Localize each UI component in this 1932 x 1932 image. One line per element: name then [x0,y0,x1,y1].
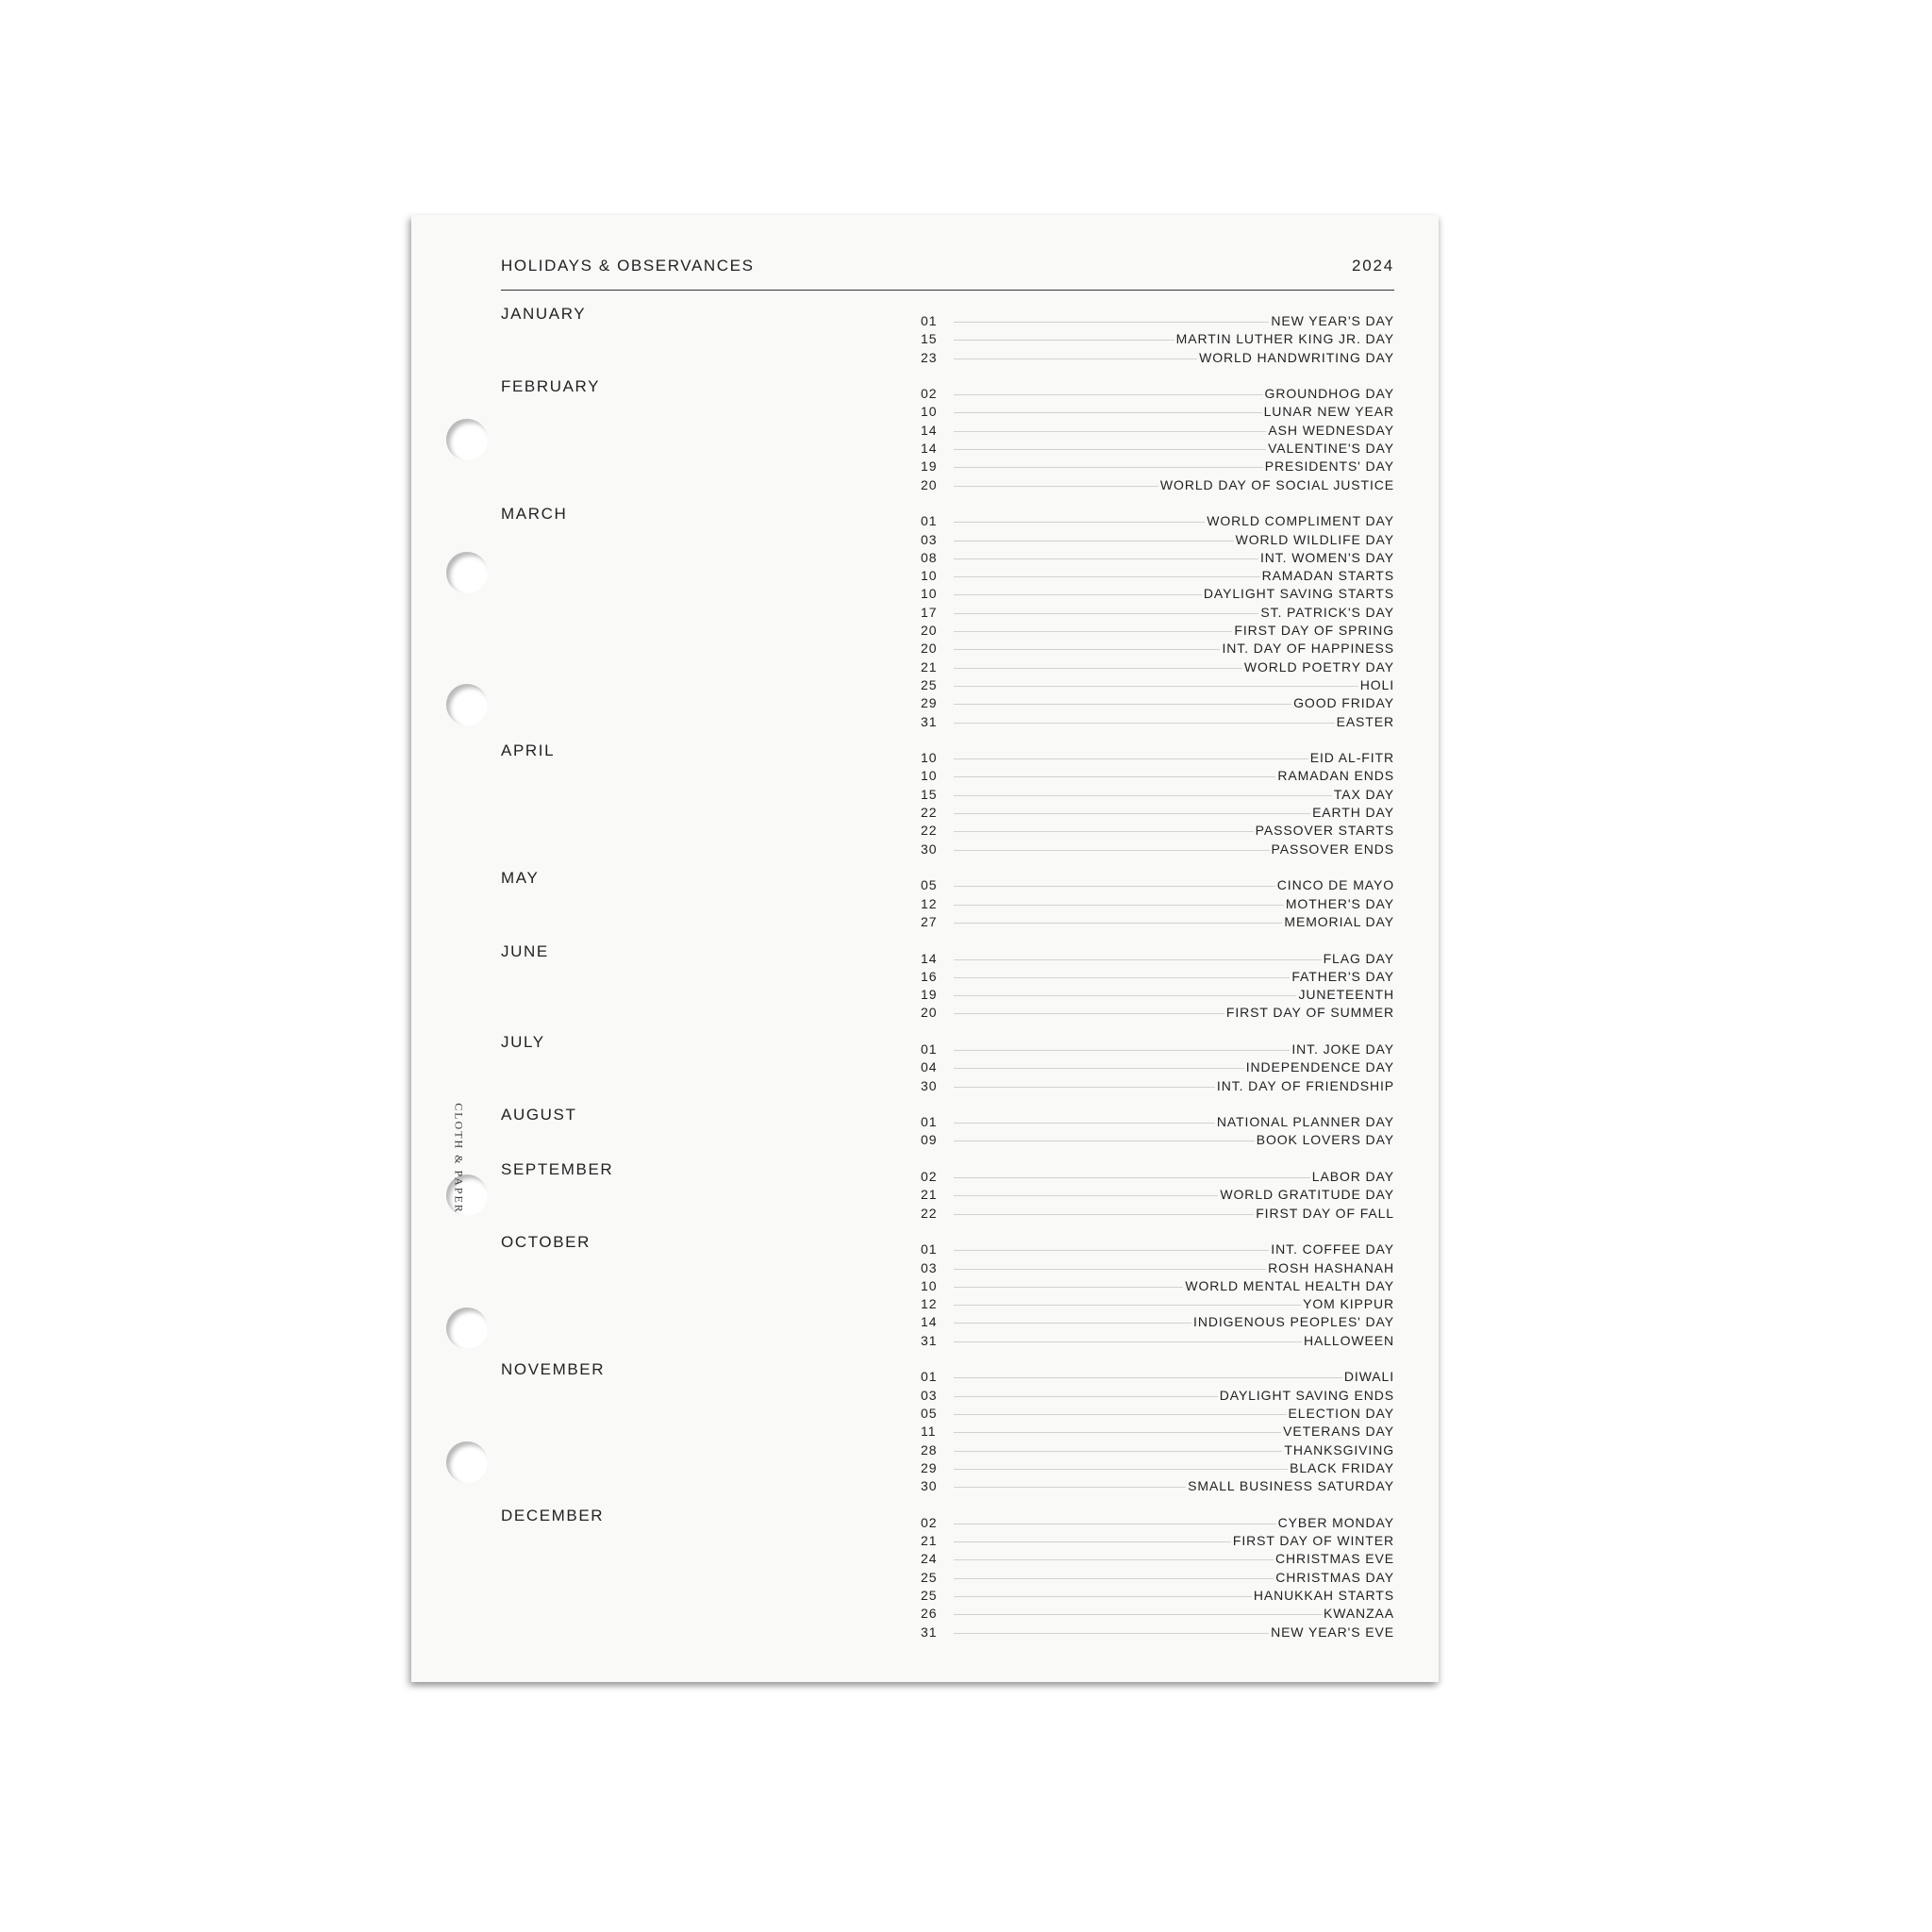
month-name: FEBRUARY [501,377,601,396]
month-name: AUGUST [501,1106,577,1124]
holiday-name: KWANZAA [1322,1605,1394,1623]
holiday-row [921,403,1394,421]
holiday-row [921,1423,1394,1441]
holiday-row [921,1441,1394,1459]
holiday-name: WORLD DAY OF SOCIAL JUSTICE [1158,476,1394,494]
holiday-day: 27 [921,913,938,929]
holiday-name: NEW YEAR'S DAY [1269,312,1394,330]
holiday-day: 21 [921,1533,938,1549]
holiday-row [921,1332,1394,1350]
holiday-day: 02 [921,1169,938,1185]
holiday-name: RAMADAN ENDS [1275,767,1394,785]
holiday-day: 31 [921,1332,938,1348]
holiday-row [921,876,1394,894]
holiday-row [921,767,1394,785]
holiday-day: 03 [921,531,938,547]
holiday-day: 10 [921,1277,938,1293]
holiday-name: WORLD GRATITUDE DAY [1218,1186,1394,1204]
holiday-name: GOOD FRIDAY [1291,694,1394,712]
holiday-row [921,512,1394,530]
holiday-row [921,1205,1394,1223]
holiday-day: 16 [921,968,938,984]
holiday-name: THANKSGIVING [1282,1441,1394,1459]
holiday-row [921,1168,1394,1186]
holiday-name: HALLOWEEN [1302,1332,1394,1350]
holiday-row [921,1550,1394,1568]
leader-line [954,1377,1394,1378]
holiday-name: WORLD POETRY DAY [1242,658,1394,676]
holiday-day: 25 [921,676,938,692]
leader-line [954,723,1394,724]
holiday-day: 09 [921,1132,938,1148]
holiday-row [921,1368,1394,1386]
holiday-day: 14 [921,441,938,457]
holiday-name: FLAG DAY [1322,950,1394,968]
holiday-name: PASSOVER STARTS [1254,822,1394,840]
holiday-row [921,1387,1394,1405]
holiday-name: HANUKKAH STARTS [1252,1587,1394,1605]
month-name: OCTOBER [501,1233,591,1252]
month-name: DECEMBER [501,1506,605,1524]
holiday-name: DAYLIGHT SAVING STARTS [1202,585,1394,603]
holiday-row [921,986,1394,1004]
holiday-day: 11 [921,1424,937,1440]
holiday-name: ELECTION DAY [1287,1405,1394,1423]
holiday-day: 30 [921,1077,938,1093]
holiday-row [921,1131,1394,1149]
month-name: MAY [501,869,540,888]
holiday-name: INT. JOKE DAY [1290,1041,1394,1058]
holiday-row [921,713,1394,731]
holiday-name: EASTER [1335,713,1394,731]
holiday-day: 28 [921,1441,938,1457]
holiday-day: 10 [921,750,938,766]
holiday-row [921,1041,1394,1058]
holiday-day: 08 [921,549,938,565]
holiday-name: INT. DAY OF FRIENDSHIP [1215,1077,1394,1095]
holiday-name: FIRST DAY OF FALL [1254,1205,1394,1223]
holiday-name: DAYLIGHT SAVING ENDS [1218,1387,1394,1405]
holiday-name: BOOK LOVERS DAY [1255,1131,1394,1149]
holiday-name: INT. WOMEN'S DAY [1258,549,1394,567]
page-year: 2024 [1351,257,1394,275]
holiday-name: FATHER'S DAY [1290,968,1394,986]
holiday-day: 25 [921,1587,938,1603]
holiday-row [921,640,1394,658]
leader-line [954,795,1394,796]
holiday-name: DIWALI [1342,1368,1394,1386]
holiday-row [921,1624,1394,1641]
holiday-day: 01 [921,1041,938,1057]
holiday-name: CHRISTMAS EVE [1274,1550,1394,1568]
holiday-day: 03 [921,1259,938,1275]
holiday-row [921,694,1394,712]
holiday-day: 10 [921,768,938,784]
holiday-row [921,385,1394,403]
holiday-name: FIRST DAY OF SUMMER [1224,1004,1394,1022]
holiday-day: 29 [921,1459,938,1475]
holiday-row [921,1004,1394,1022]
month-name: JULY [501,1033,545,1051]
holiday-day: 22 [921,1205,938,1221]
holiday-row [921,841,1394,858]
holiday-day: 31 [921,713,938,729]
holiday-name: RAMADAN STARTS [1260,567,1394,585]
holiday-day: 20 [921,1005,938,1021]
holiday-name: PASSOVER ENDS [1270,841,1394,858]
holiday-name: BLACK FRIDAY [1288,1459,1394,1477]
page-title: HOLIDAYS & OBSERVANCES [501,257,755,275]
holiday-day: 20 [921,623,938,639]
holiday-day: 12 [921,895,938,911]
holiday-row [921,422,1394,440]
holiday-row [921,1459,1394,1477]
month-name: MARCH [501,505,568,524]
holiday-name: PRESIDENTS' DAY [1263,458,1394,475]
holiday-day: 21 [921,1187,938,1203]
holiday-row [921,1186,1394,1204]
holiday-row [921,1477,1394,1495]
holiday-name: MARTIN LUTHER KING JR. DAY [1174,330,1394,348]
holiday-row [921,676,1394,694]
holiday-day: 26 [921,1606,938,1622]
holiday-row [921,1313,1394,1331]
holiday-row [921,1295,1394,1313]
holiday-day: 15 [921,786,938,802]
holiday-name: ASH WEDNESDAY [1266,422,1394,440]
holiday-row [921,349,1394,367]
holiday-name: SMALL BUSINESS SATURDAY [1186,1477,1394,1495]
holiday-name: VALENTINE'S DAY [1266,440,1394,458]
holiday-row [921,440,1394,458]
month-name: SEPTEMBER [501,1160,614,1179]
holiday-name: ST. PATRICK'S DAY [1258,604,1394,622]
holiday-row [921,476,1394,494]
holiday-row [921,1405,1394,1423]
holiday-row [921,950,1394,968]
holiday-name: YOM KIPPUR [1301,1295,1394,1313]
holiday-name: EID AL-FITR [1308,749,1394,767]
holiday-day: 01 [921,1114,938,1130]
brand-mark: CLOTH & PAPER [452,1103,466,1214]
month-name: NOVEMBER [501,1360,606,1379]
holiday-name: INDEPENDENCE DAY [1244,1058,1394,1076]
holiday-name: CINCO DE MAYO [1275,876,1394,894]
holiday-name: WORLD COMPLIMENT DAY [1205,512,1394,530]
holiday-name: INT. DAY OF HAPPINESS [1220,640,1394,658]
holiday-name: WORLD MENTAL HEALTH DAY [1183,1277,1394,1295]
holiday-day: 30 [921,841,938,857]
holiday-name: INT. COFFEE DAY [1269,1241,1394,1258]
holiday-day: 01 [921,1369,938,1385]
holiday-name: TAX DAY [1332,786,1394,804]
holiday-row [921,749,1394,767]
holiday-day: 19 [921,458,938,475]
holiday-name: WORLD HANDWRITING DAY [1197,349,1394,367]
holiday-name: NEW YEAR'S EVE [1269,1624,1394,1641]
holiday-day: 22 [921,805,938,821]
holiday-name: VETERANS DAY [1281,1423,1394,1441]
holiday-name: CHRISTMAS DAY [1274,1569,1394,1587]
holiday-row [921,913,1394,931]
holiday-day: 24 [921,1551,938,1567]
holiday-day: 14 [921,422,938,438]
holiday-day: 31 [921,1624,938,1640]
holiday-day: 01 [921,513,938,529]
holiday-row [921,312,1394,330]
holiday-day: 12 [921,1296,938,1312]
holiday-row [921,1113,1394,1131]
holiday-row [921,822,1394,840]
holiday-day: 29 [921,695,938,711]
holiday-name: LUNAR NEW YEAR [1262,403,1394,421]
months-list [411,215,1439,1682]
holiday-day: 22 [921,823,938,839]
month-name: APRIL [501,741,556,760]
holiday-row [921,549,1394,567]
holiday-name: FIRST DAY OF WINTER [1231,1532,1394,1550]
holiday-row [921,585,1394,603]
holiday-day: 04 [921,1059,938,1075]
holiday-day: 01 [921,313,938,328]
holiday-row [921,1058,1394,1076]
holiday-name: GROUNDHOG DAY [1263,385,1394,403]
holiday-name: INDIGENOUS PEOPLES' DAY [1191,1313,1394,1331]
holiday-day: 10 [921,568,938,584]
holiday-row [921,1605,1394,1623]
holiday-row [921,1077,1394,1095]
holiday-row [921,1532,1394,1550]
holiday-name: HOLI [1358,676,1394,694]
holiday-row [921,1587,1394,1605]
holiday-name: NATIONAL PLANNER DAY [1215,1113,1394,1131]
holiday-row [921,604,1394,622]
holiday-row [921,1259,1394,1277]
holiday-name: EARTH DAY [1310,804,1394,822]
holiday-name: CYBER MONDAY [1276,1514,1394,1532]
month-name: JANUARY [501,305,587,323]
holiday-row [921,330,1394,348]
leader-line [954,686,1394,687]
holiday-row [921,895,1394,913]
holiday-row [921,968,1394,986]
holiday-day: 10 [921,586,938,602]
holiday-day: 21 [921,658,938,675]
holiday-name: ROSH HASHANAH [1266,1259,1394,1277]
holiday-day: 15 [921,331,938,347]
holiday-day: 01 [921,1241,938,1257]
holiday-row [921,786,1394,804]
holiday-row [921,658,1394,676]
holiday-row [921,1241,1394,1258]
holiday-day: 19 [921,987,938,1003]
holiday-day: 03 [921,1387,938,1403]
holiday-row [921,804,1394,822]
holiday-row [921,1569,1394,1587]
holiday-day: 20 [921,476,938,492]
holiday-row [921,622,1394,640]
holiday-day: 05 [921,1405,938,1421]
planner-page [411,215,1439,1682]
holiday-name: JUNETEENTH [1296,986,1394,1004]
holiday-day: 14 [921,1314,938,1330]
holiday-day: 30 [921,1478,938,1494]
holiday-name: WORLD WILDLIFE DAY [1234,531,1394,549]
holiday-day: 02 [921,386,938,402]
holiday-row [921,567,1394,585]
holiday-name: MEMORIAL DAY [1282,913,1394,931]
holiday-name: MOTHER'S DAY [1284,895,1394,913]
holiday-row [921,458,1394,475]
holiday-day: 20 [921,641,938,657]
holiday-day: 25 [921,1569,938,1585]
holiday-day: 14 [921,950,938,966]
holiday-row [921,1514,1394,1532]
holiday-row [921,531,1394,549]
holiday-day: 10 [921,404,938,420]
holiday-day: 02 [921,1514,938,1530]
holiday-name: FIRST DAY OF SPRING [1232,622,1394,640]
holiday-day: 05 [921,877,938,893]
holiday-name: LABOR DAY [1310,1168,1394,1186]
holiday-day: 23 [921,349,938,365]
holiday-day: 17 [921,604,938,620]
month-name: JUNE [501,941,549,960]
holiday-row [921,1277,1394,1295]
